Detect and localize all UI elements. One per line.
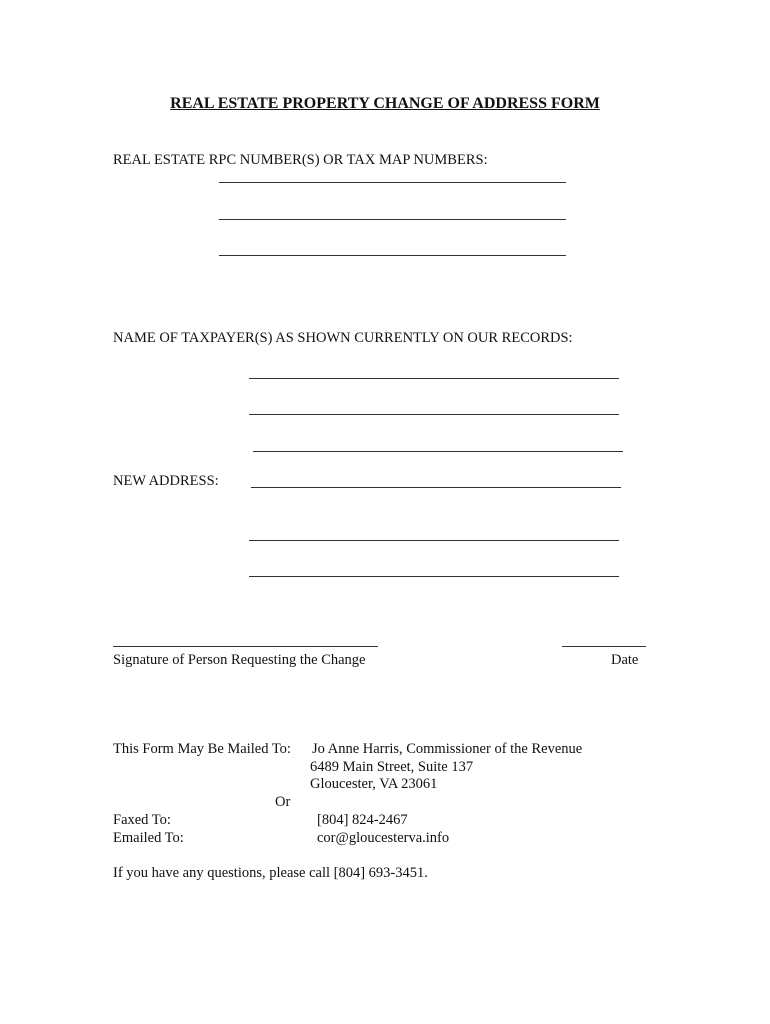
fax-number: [804] 824-2467 [317,812,408,828]
taxpayer-name-line-2[interactable] [249,414,619,415]
new-address-label: NEW ADDRESS: [113,473,219,489]
rpc-number-line-3[interactable] [219,255,566,256]
rpc-numbers-label: REAL ESTATE RPC NUMBER(S) OR TAX MAP NUMBERS: [113,152,488,168]
mail-city: Gloucester, VA 23061 [310,776,438,792]
email-address[interactable]: cor@gloucesterva.info [317,830,450,846]
or-text: Or [275,794,291,810]
email-label: Emailed To: [113,830,184,846]
fax-label: Faxed To: [113,812,171,828]
date-label: Date [611,652,639,668]
taxpayer-name-label: NAME OF TAXPAYER(S) AS SHOWN CURRENTLY ON OUR RECORDS: [113,330,573,346]
rpc-number-line-2[interactable] [219,219,566,220]
signature-line[interactable] [113,646,378,647]
taxpayer-name-line-3[interactable] [253,451,623,452]
date-line[interactable] [562,646,646,647]
taxpayer-name-line-1[interactable] [249,378,619,379]
mail-to-label: This Form May Be Mailed To: [113,741,291,757]
form-title: REAL ESTATE PROPERTY CHANGE OF ADDRESS FORM [170,95,600,112]
new-address-line-3[interactable] [249,576,619,577]
signature-label: Signature of Person Requesting the Change [113,652,366,668]
new-address-line-2[interactable] [249,540,619,541]
questions-text: If you have any questions, please call [804] 693-3451. [113,865,428,881]
new-address-line-1[interactable] [251,487,621,488]
mail-street: 6489 Main Street, Suite 137 [310,759,474,775]
mail-name: Jo Anne Harris, Commissioner of the Revenue [312,741,583,757]
rpc-number-line-1[interactable] [219,182,566,183]
